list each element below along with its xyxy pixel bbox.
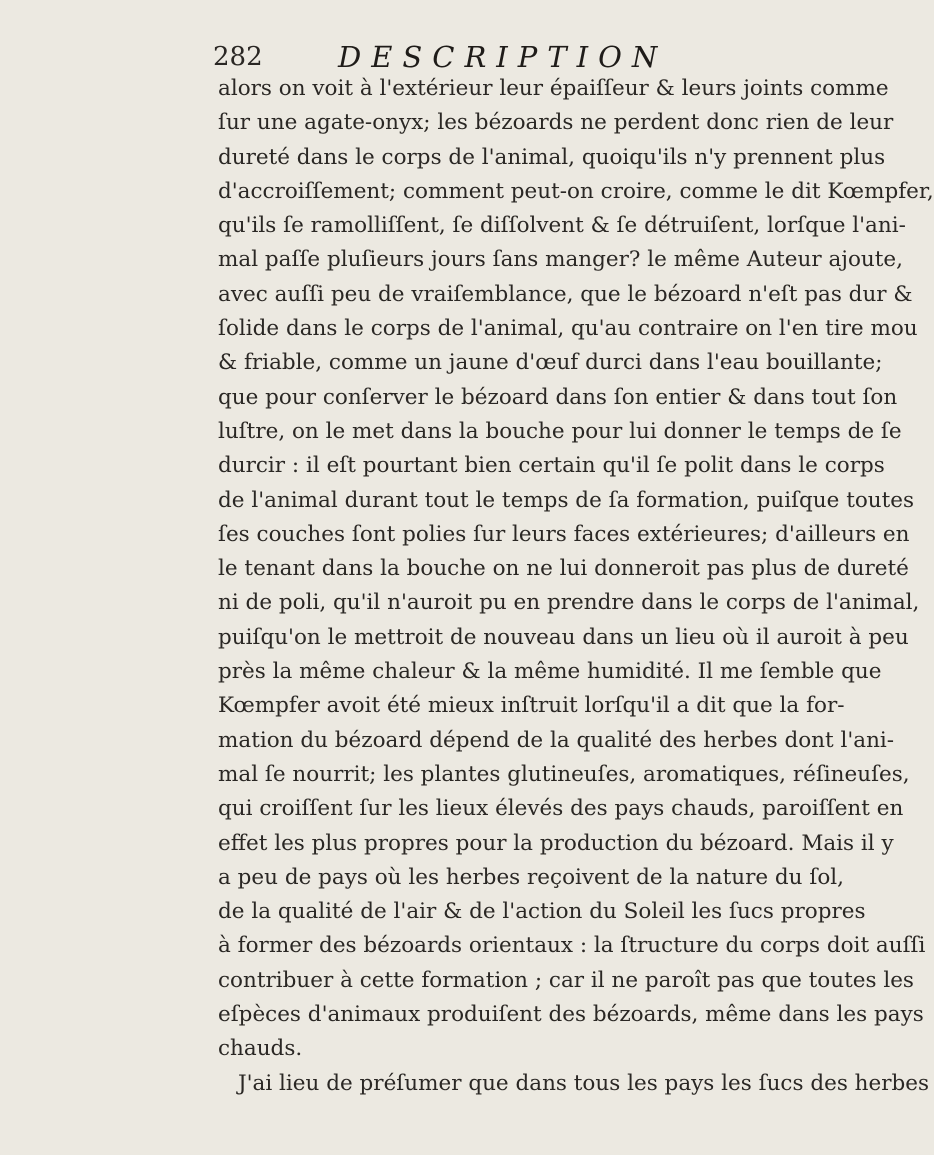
text-line: avec auſſi peu de vraiſemblance, que le bézoard n'eſt pas dur & [218,281,913,307]
text-line: a peu de pays où les herbes reçoivent de la nature du ſol, [218,864,844,890]
text-line: puiſqu'on le mettroit de nouveau dans un lieu où il auroit à peu [218,624,909,650]
text-line: à former des bézoards orientaux : la ſtructure du corps doit auſſi [218,933,926,959]
text-line: mal ſe nourrit; les plantes glutineuſes, aromatiques, réſineuſes, [218,761,910,787]
text-line: de l'animal durant tout le temps de ſa formation, puiſque toutes [218,487,915,513]
text-line: ſur une agate-onyx; les bézoards ne perdent donc rien de leur [218,110,894,136]
text-line: & friable, comme un jaune d'œuf durci dans l'eau bouillante; [218,350,883,376]
text-line: mal paſſe pluſieurs jours ſans manger? le même Auteur ajoute, [218,247,903,273]
text-line: d'accroiſſement; comment peut-on croire, comme le dit Kœmpfer, [218,178,934,204]
text-line: Kœmpfer avoit été mieux inſtruit lorſqu'il a dit que la for- [218,693,845,719]
text-line: mation du bézoard dépend de la qualité des herbes dont l'ani- [218,727,895,753]
page-number: 282 [213,42,263,72]
text-line: le tenant dans la bouche on ne lui donneroit pas plus de dureté [218,556,909,582]
text-line: ni de poli, qu'il n'auroit pu en prendre dans le corps de l'animal, [218,590,920,616]
running-title: DESCRIPTION [338,40,668,74]
text-line: qui croiſſent ſur les lieux élevés des pays chauds, paroiſſent en [218,796,904,822]
text-line: alors on voit à l'extérieur leur épaiſſeur & leurs joints comme [218,76,889,101]
text-line: durcir : il eſt pourtant bien certain qu'il ſe polit dans le corps [218,453,885,479]
text-line: près la même chaleur & la même humidité. Il me ſemble que [218,659,882,685]
text-line: luſtre, on le met dans la bouche pour lui donner le temps de ſe [218,418,902,444]
text-line: chauds. [218,1036,303,1062]
text-line: dureté dans le corps de l'animal, quoiqu'ils n'y prennent plus [218,144,886,170]
text-line: de la qualité de l'air & de l'action du Soleil les ſucs propres [218,899,866,925]
text-line: que pour conſerver le bézoard dans ſon entier & dans tout ſon [218,384,898,410]
text-line: qu'ils ſe ramolliſſent, ſe diſſolvent & ſe détruiſent, lorſque l'ani- [218,213,906,239]
body-text [218,72,934,1101]
text-line: contribuer à cette formation ; car il ne paroît pas que toutes les [218,967,914,993]
text-line: ſes couches ſont polies ſur leurs faces extérieures; d'ailleurs en [218,521,910,547]
text-line: eſpèces d'animaux produiſent des bézoards, même dans les pays [218,1002,924,1028]
text-line: ſolide dans le corps de l'animal, qu'au contraire on l'en tire mou [218,316,918,342]
text-line: effet les plus propres pour la production du bézoard. Mais il y [218,830,894,856]
text-line: J'ai lieu de préſumer que dans tous les pays les ſucs des herbes [238,1070,930,1096]
